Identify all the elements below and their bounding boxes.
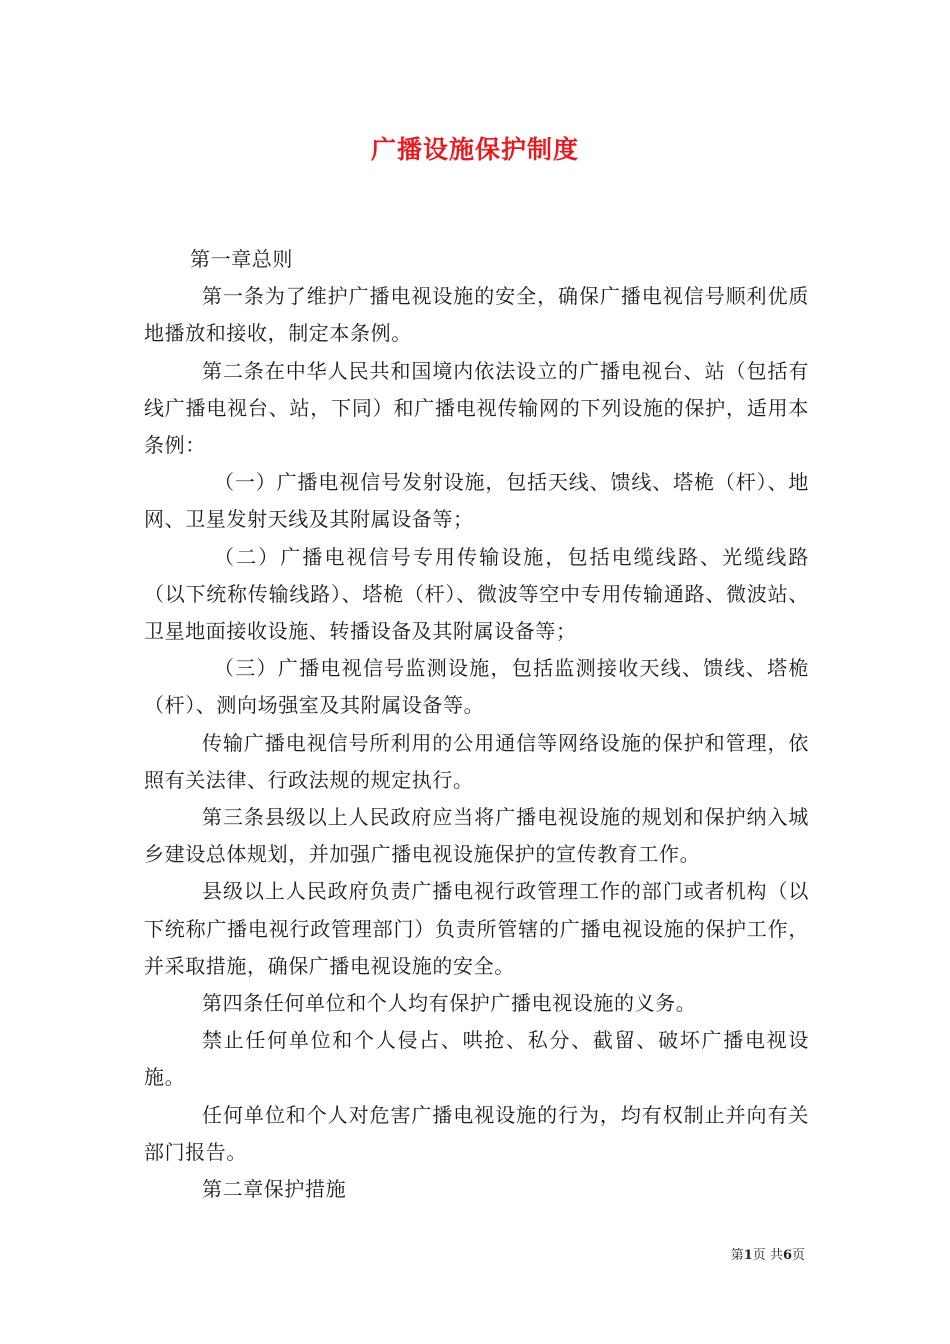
- paragraph: （一）广播电视信号发射设施，包括天线、馈线、塔桅（杆）、地网、卫星发射天线及其附属设备等；: [144, 470, 809, 532]
- document-title: 广播设施保护制度: [370, 135, 579, 164]
- paragraph: 禁止任何单位和个人侵占、哄抢、私分、截留、破坏广播电视设施。: [144, 1028, 809, 1090]
- paragraph: 第二章保护措施: [202, 1177, 347, 1202]
- paragraph: （二）广播电视信号专用传输设施，包括电缆线路、光缆线路（以下统称传输线路）、塔桅（杆）、微波等空中专用传输通路、微波站、卫星地面接收设施、转播设备及其附属设备等；: [144, 544, 809, 644]
- paragraph: 第一条为了维护广播电视设施的安全，确保广播电视信号顺利优质地播放和接收，制定本条例。: [144, 284, 809, 346]
- total-pages-number: 6: [782, 1248, 792, 1263]
- paragraph: 第一章总则: [190, 247, 293, 271]
- footer-middle: 页 共: [752, 1248, 783, 1263]
- page-footer: [660, 1247, 805, 1265]
- paragraph: 任何单位和个人对危害广播电视设施的行为，均有权制止并向有关部门报告。: [144, 1102, 809, 1164]
- document-body: [144, 241, 809, 1208]
- paragraph: 传输广播电视信号所利用的公用通信等网络设施的保护和管理，依照有关法律、行政法规的规定执行。: [144, 730, 809, 792]
- footer-prefix: 第: [730, 1248, 744, 1263]
- paragraph: 第四条任何单位和个人均有保护广播电视设施的义务。: [202, 991, 697, 1016]
- current-page-number: 1: [743, 1248, 753, 1263]
- paragraph: 第三条县级以上人民政府应当将广播电视设施的规划和保护纳入城乡建设总体规划，并加强广播电视设施保护的宣传教育工作。: [144, 805, 809, 867]
- paragraph: （三）广播电视信号监测设施，包括监测接收天线、馈线、塔桅（杆）、测向场强室及其附属设备等。: [144, 656, 809, 718]
- paragraph: 第二条在中华人民共和国境内依法设立的广播电视台、站（包括有线广播电视台、站，下同）和广播电视传输网的下列设施的保护，适用本条例：: [144, 358, 809, 458]
- footer-suffix: 页: [791, 1248, 805, 1263]
- paragraph: 县级以上人民政府负责广播电视行政管理工作的部门或者机构（以下统称广播电视行政管理部门）负责所管辖的广播电视设施的保护工作，并采取措施，确保广播电视设施的安全。: [144, 879, 809, 978]
